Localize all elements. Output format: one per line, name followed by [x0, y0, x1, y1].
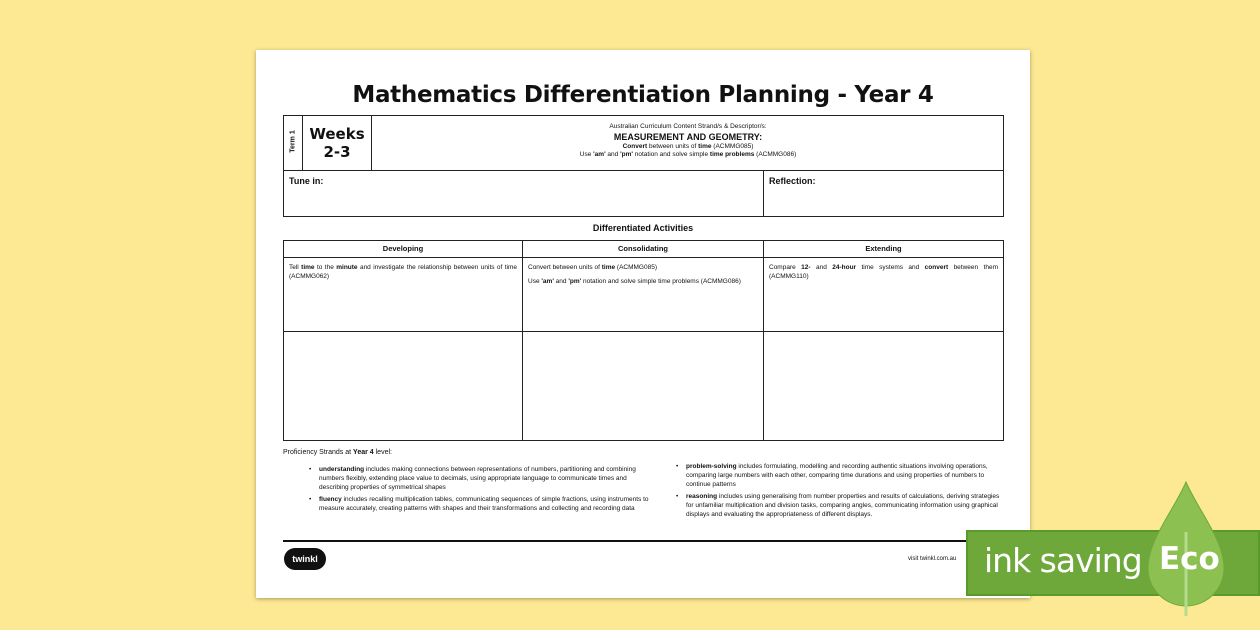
visit-link[interactable]: visit twinkl.com.au	[908, 556, 957, 562]
list-item: • fluency includes recalling multiplication tables, communicating sequences of simple fractions, using instruments to measure accurately, creating patterns with shapes and their transformations and collecting and recording data	[319, 495, 649, 513]
column-extending: Extending	[865, 244, 902, 253]
reflection-label: Reflection:	[769, 176, 816, 186]
extending-activity: Compare 12- and 24-hour time systems and convert between them (ACMMG110)	[769, 264, 998, 280]
reflection-cell[interactable]	[764, 171, 821, 191]
twinkl-logo: twinkl	[284, 548, 326, 570]
tune-in-reflection-row	[283, 170, 1004, 217]
term-label: Term 1	[289, 130, 297, 153]
weeks-cell	[303, 116, 372, 170]
worksheet-page	[256, 50, 1030, 598]
ink-saving-label: ink saving	[984, 541, 1142, 580]
list-item: • problem-solving includes formulating, modelling and recording authentic situations involving operations, comparing large numbers with each other, comparing time durations and using properties of numbers to continue patterns	[686, 462, 1006, 489]
column-developing: Developing	[382, 244, 424, 253]
footer-divider	[283, 540, 1004, 542]
consolidating-activity: Convert between units of time (ACMMG085) Use 'am' and 'pm' notation and solve simple time problems (ACMMG086)	[528, 264, 741, 285]
activities-table	[283, 240, 1004, 441]
list-item: • reasoning includes using generalising from number properties and results of calculations, deriving strategies for unfamiliar multiplication and division tasks, comparing angles, communicating information using graphical displays and evaluating the appropriateness of different displays.	[686, 492, 1006, 519]
strand-title: MEASUREMENT AND GEOMETRY:	[613, 131, 763, 142]
list-item: • understanding includes making connections between representations of numbers, partitioning and combining numbers flexibly, extending place value to decimals, using appropriate language to communicate times and describing properties of symmetrical shapes	[319, 465, 649, 492]
header-table	[283, 115, 1004, 171]
descriptor-1: Convert between units of time (ACMMG085)	[622, 142, 754, 150]
activities-heading: Differentiated Activities	[592, 223, 694, 233]
curriculum-label: Australian Curriculum Content Strand/s & Descriptor/s:	[609, 123, 767, 130]
developing-activity: Tell time to the minute and investigate the relationship between units of time (ACMMG062)	[289, 264, 518, 280]
tune-in-cell[interactable]	[284, 171, 764, 216]
weeks-label: Weeks	[309, 125, 365, 143]
curriculum-cell	[372, 123, 1004, 160]
column-consolidating: Consolidating	[618, 244, 668, 253]
page-title: Mathematics Differentiation Planning - Year 4	[352, 82, 934, 108]
term-cell	[284, 116, 303, 170]
weeks-value: 2-3	[323, 143, 351, 161]
proficiency-list-left	[319, 465, 649, 516]
tune-in-label: Tune in:	[289, 176, 324, 186]
proficiency-intro: Proficiency Strands at Year 4 level:	[283, 449, 392, 456]
proficiency-list-right	[686, 462, 1006, 522]
eco-label: Eco	[1159, 541, 1220, 577]
descriptor-2: Use 'am' and 'pm' notation and solve simple time problems (ACMMG086)	[579, 151, 797, 158]
